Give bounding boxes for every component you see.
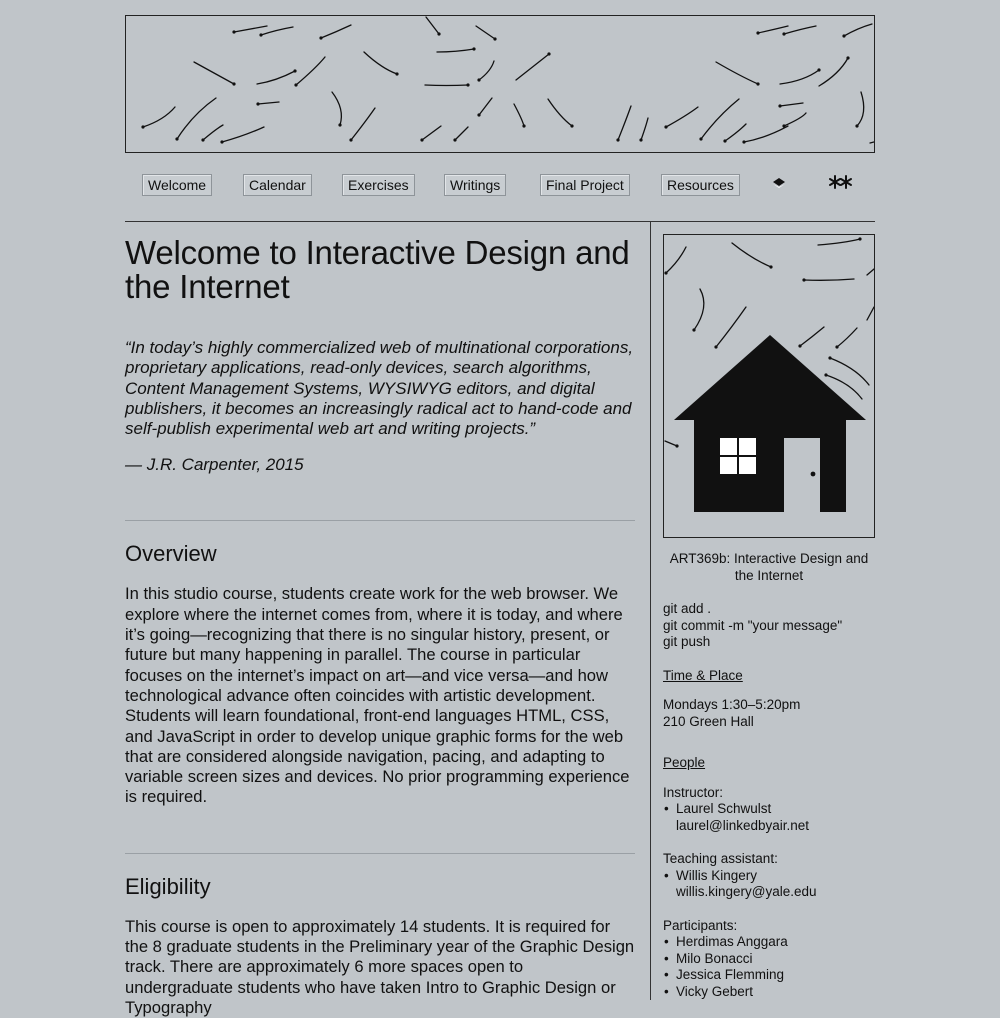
- asterisks-icon[interactable]: [829, 175, 853, 194]
- house-illustration: [664, 235, 874, 537]
- nav-final-project[interactable]: Final Project: [540, 174, 630, 196]
- ta-email: willis.kingery@yale.edu: [676, 884, 817, 899]
- participant: • Herdimas Anggara: [676, 934, 875, 951]
- people-link[interactable]: People: [663, 755, 706, 770]
- instructor-name: • Laurel Schwulst: [676, 801, 772, 816]
- ta-name: • Willis Kingery: [676, 867, 758, 883]
- git-line: git add .: [663, 601, 712, 616]
- nav-calendar[interactable]: Calendar: [243, 174, 312, 196]
- section-divider: [125, 853, 635, 854]
- page-title: Welcome to Interactive Design and the Internet: [125, 234, 630, 305]
- main-navigation: [125, 170, 875, 200]
- intro-quote: “In today’s highly commercialized web of multinational corporations, proprietary applications, read-only devices, search algorithms, Content Management Systems, WYSIWYG editors, and digital publishers, it becomes an increasingly radical act to hand-code and self-publish experimental web art and writing projects.”: [125, 338, 634, 439]
- overview-heading: Overview: [125, 541, 217, 567]
- main-content: [125, 222, 635, 1018]
- course-caption: ART369b: Interactive Design and the Internet: [669, 551, 869, 583]
- nav-welcome[interactable]: Welcome: [142, 174, 212, 196]
- git-commands: [663, 601, 875, 651]
- instructor-block: [663, 785, 875, 835]
- meeting-room: 210 Green Hall: [663, 713, 754, 729]
- nav-exercises[interactable]: Exercises: [342, 174, 415, 196]
- participants-block: [663, 918, 875, 1001]
- participant: • Vicky Gebert: [676, 984, 875, 1001]
- overview-text: In this studio course, students create work for the web browser. We explore where the internet comes from, where it is today, and where it’s going—recognizing that there is no singular history, present, or future but many happening in parallel. The course in particular focuses on the internet’s impact on art—and vice versa—and how technological advance often coincides with artistic development. Students will learn foundational, front-end languages HTML, CSS, and JavaScript in order to develop unique graphic forms for the web that are considered alongside navigation, pacing, and adapting to variable screen sizes and devices. No prior programming experience is required.: [125, 584, 630, 807]
- time-place-info: [663, 697, 875, 730]
- eligibility-text: This course is open to approximately 14 students. It is required for the 8 graduate students in the Preliminary year of the Graphic Design track. There are approximately 6 more spaces open to undergraduate students who have taken Intro to Graphic Design or Typography: [125, 916, 635, 1017]
- quote-attribution: — J.R. Carpenter, 2015: [125, 455, 304, 475]
- eligibility-heading: Eligibility: [125, 873, 211, 899]
- participant: • Milo Bonacci: [676, 951, 875, 968]
- nav-resources[interactable]: Resources: [661, 174, 740, 196]
- sidebar: [663, 234, 875, 1000]
- house-illustration-frame: [663, 234, 875, 538]
- git-line: git push: [663, 634, 711, 649]
- instructor-label: Instructor:: [663, 784, 724, 800]
- participant: • Jessica Flemming: [676, 967, 875, 984]
- ta-entry: [676, 868, 875, 901]
- rain-banner: [125, 15, 875, 153]
- instructor-entry: [676, 801, 875, 834]
- time-place-link[interactable]: Time & Place: [663, 667, 743, 683]
- nav-writings[interactable]: Writings: [444, 174, 506, 196]
- layers-icon[interactable]: [772, 176, 786, 195]
- ta-block: [663, 851, 875, 901]
- git-line: git commit -m "your message": [663, 617, 843, 633]
- participants-label: Participants:: [663, 917, 738, 933]
- ta-label: Teaching assistant:: [663, 851, 778, 866]
- rain-illustration: [126, 16, 875, 153]
- instructor-email: laurel@linkedbyair.net: [676, 817, 810, 833]
- meeting-time: Mondays 1:30–5:20pm: [663, 697, 801, 712]
- column-divider: [650, 221, 651, 1000]
- section-divider: [125, 520, 635, 521]
